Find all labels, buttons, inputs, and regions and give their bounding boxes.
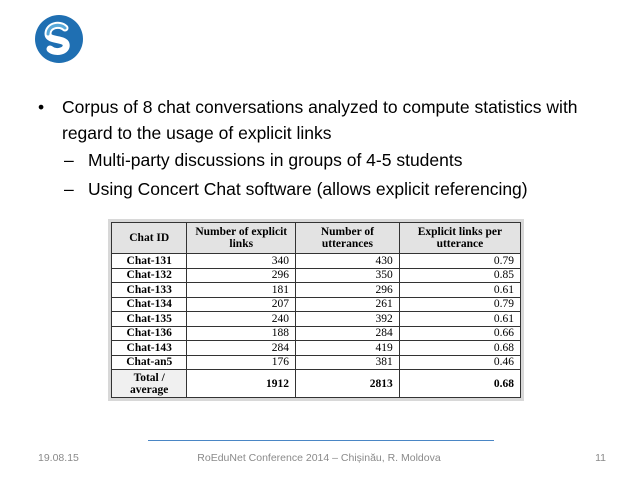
statistics-table-image (108, 219, 524, 401)
table-row (112, 341, 521, 356)
cell-utterances: 284 (296, 326, 400, 341)
table-row (112, 297, 521, 312)
bullet-icon: • (38, 97, 45, 117)
header-utterances: Number of utterances (296, 223, 400, 254)
dash-icon: – (64, 179, 74, 199)
cell-explicit-links: 176 (187, 355, 296, 370)
footer-divider (148, 440, 494, 441)
cell-explicit-links: 240 (187, 312, 296, 327)
table-row (112, 254, 521, 269)
table-row (112, 312, 521, 327)
footer-date: 19.08.15 (38, 452, 79, 464)
cell-chat-id: Chat-143 (112, 341, 187, 356)
cell-total-label: Total / average (112, 370, 187, 398)
header-explicit-links: Number of explicit links (187, 223, 296, 254)
cell-explicit-links: 340 (187, 254, 296, 269)
cell-total-utterances: 2813 (296, 370, 400, 398)
cell-total-explicit-links: 1912 (187, 370, 296, 398)
cell-utterances: 296 (296, 283, 400, 298)
cell-links-per-utterance: 0.66 (399, 326, 520, 341)
cell-links-per-utterance: 0.68 (399, 341, 520, 356)
bullet-list (38, 94, 618, 204)
header-chat-id: Chat ID (112, 223, 187, 254)
cell-links-per-utterance: 0.46 (399, 355, 520, 370)
cell-explicit-links: 207 (187, 297, 296, 312)
cell-utterances: 381 (296, 355, 400, 370)
footer-conference: RoEduNet Conference 2014 – Chișinău, R. Moldova (197, 452, 441, 464)
cell-links-per-utterance: 0.85 (399, 268, 520, 283)
cell-links-per-utterance: 0.79 (399, 297, 520, 312)
bullet-text: Corpus of 8 chat conversations analyzed to compute statistics with regard to the usage of explicit links (62, 97, 578, 143)
cell-links-per-utterance: 0.61 (399, 283, 520, 298)
cell-chat-id: Chat-an5 (112, 355, 187, 370)
cell-utterances: 419 (296, 341, 400, 356)
cell-explicit-links: 296 (187, 268, 296, 283)
cell-links-per-utterance: 0.61 (399, 312, 520, 327)
table-row (112, 268, 521, 283)
statistics-table (111, 222, 521, 398)
cell-explicit-links: 181 (187, 283, 296, 298)
table-total-row (112, 370, 521, 398)
table-row (112, 326, 521, 341)
sub-bullet-item (38, 146, 618, 175)
header-links-per-utterance: Explicit links per utterance (399, 223, 520, 254)
cell-chat-id: Chat-135 (112, 312, 187, 327)
cell-chat-id: Chat-133 (112, 283, 187, 298)
sub-bullet-text: Using Concert Chat software (allows explicit referencing) (88, 179, 528, 199)
cell-utterances: 430 (296, 254, 400, 269)
cell-chat-id: Chat-134 (112, 297, 187, 312)
conference-logo-icon (34, 14, 84, 64)
cell-utterances: 350 (296, 268, 400, 283)
table-row (112, 355, 521, 370)
cell-utterances: 392 (296, 312, 400, 327)
cell-explicit-links: 188 (187, 326, 296, 341)
cell-chat-id: Chat-131 (112, 254, 187, 269)
cell-chat-id: Chat-136 (112, 326, 187, 341)
sub-bullet-item (38, 175, 618, 204)
cell-explicit-links: 284 (187, 341, 296, 356)
sub-bullet-text: Multi-party discussions in groups of 4-5 students (88, 150, 463, 170)
cell-utterances: 261 (296, 297, 400, 312)
cell-average-links-per-utterance: 0.68 (399, 370, 520, 398)
table-row (112, 283, 521, 298)
cell-links-per-utterance: 0.79 (399, 254, 520, 269)
dash-icon: – (64, 150, 74, 170)
table-header-row (112, 223, 521, 254)
footer-page-number: 11 (595, 452, 606, 464)
cell-chat-id: Chat-132 (112, 268, 187, 283)
bullet-item (38, 94, 618, 146)
